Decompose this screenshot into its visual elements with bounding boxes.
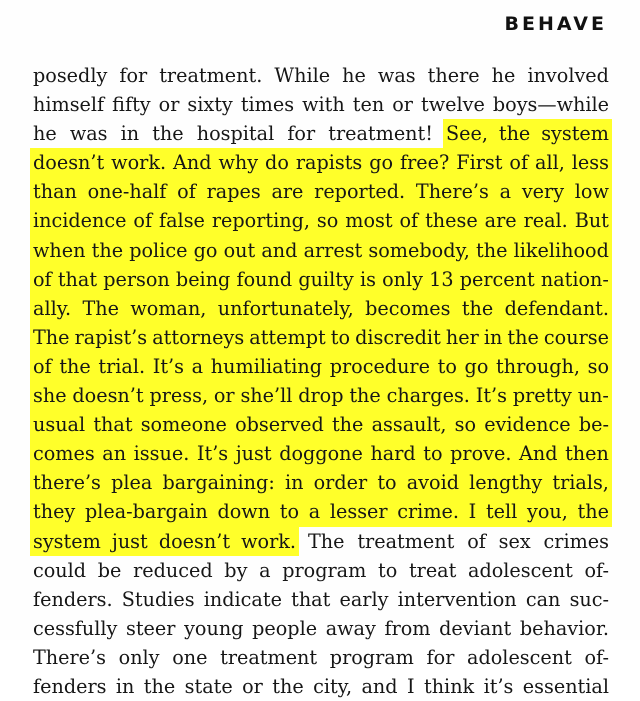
text-line	[33, 177, 609, 206]
text-line: There’s only one treatment program for adolescent of-	[33, 645, 609, 669]
plain-text: The treatment of sex crimes	[308, 529, 609, 553]
highlighted-text: incidence of false reporting, so most of these are real. But	[30, 206, 612, 235]
highlighted-text: when the police go out and arrest somebody, the likelihood	[30, 236, 612, 265]
text-line: cessfully steer young people away from deviant behavior.	[33, 616, 609, 640]
body-text	[33, 61, 609, 701]
text-line	[33, 148, 609, 177]
text-line: fenders. Studies indicate that early intervention can suc-	[33, 587, 609, 611]
text-line	[33, 468, 609, 497]
running-head: BEHAVE	[504, 13, 607, 35]
highlighted-text: they plea-bargain down to a lesser crime. I tell you, the	[30, 497, 612, 526]
text-line	[33, 119, 609, 148]
highlighted-text: system just doesn’t work.	[30, 527, 299, 556]
text-line: fenders in the state or the city, and I think it’s essential	[33, 674, 609, 698]
text-line	[33, 323, 609, 352]
highlighted-text: of that person being found guilty is only 13 percent nation-	[30, 265, 612, 294]
text-line	[33, 439, 609, 468]
highlighted-text: she doesn’t press, or she’ll drop the charges. It’s pretty un-	[30, 381, 612, 410]
text-line	[33, 527, 609, 556]
text-line	[33, 236, 609, 265]
highlighted-text: ally. The woman, unfortunately, becomes the defendant.	[30, 294, 612, 323]
highlighted-text: than one-half of rapes are reported. There’s a very low	[30, 177, 612, 206]
text-line	[33, 497, 609, 526]
text-line: himself fifty or sixty times with ten or twelve boys—while	[33, 93, 609, 117]
text-line: posedly for treatment. While he was there he involved	[33, 64, 609, 87]
highlighted-text: comes an issue. It’s just doggone hard to prove. And then	[30, 439, 612, 468]
text-line	[33, 381, 609, 410]
highlighted-text: The rapist’s attorneys attempt to discredit her in the course	[30, 323, 612, 352]
text-line: could be reduced by a program to treat adolescent of-	[33, 558, 609, 582]
highlighted-text: See, the system	[443, 119, 612, 148]
plain-text: he was in the hospital for treatment!	[33, 122, 433, 146]
text-line	[33, 265, 609, 294]
highlighted-text: doesn’t work. And why do rapists go free? First of all, less	[30, 148, 612, 177]
highlighted-text: there’s plea bargaining: in order to avoid lengthy trials,	[30, 468, 612, 497]
text-line	[33, 206, 609, 235]
highlighted-text: of the trial. It’s a humiliating procedure to go through, so	[30, 352, 612, 381]
text-line	[33, 294, 609, 323]
text-line	[33, 352, 609, 381]
highlighted-text: usual that someone observed the assault, so evidence be-	[30, 410, 612, 439]
text-line	[33, 410, 609, 439]
